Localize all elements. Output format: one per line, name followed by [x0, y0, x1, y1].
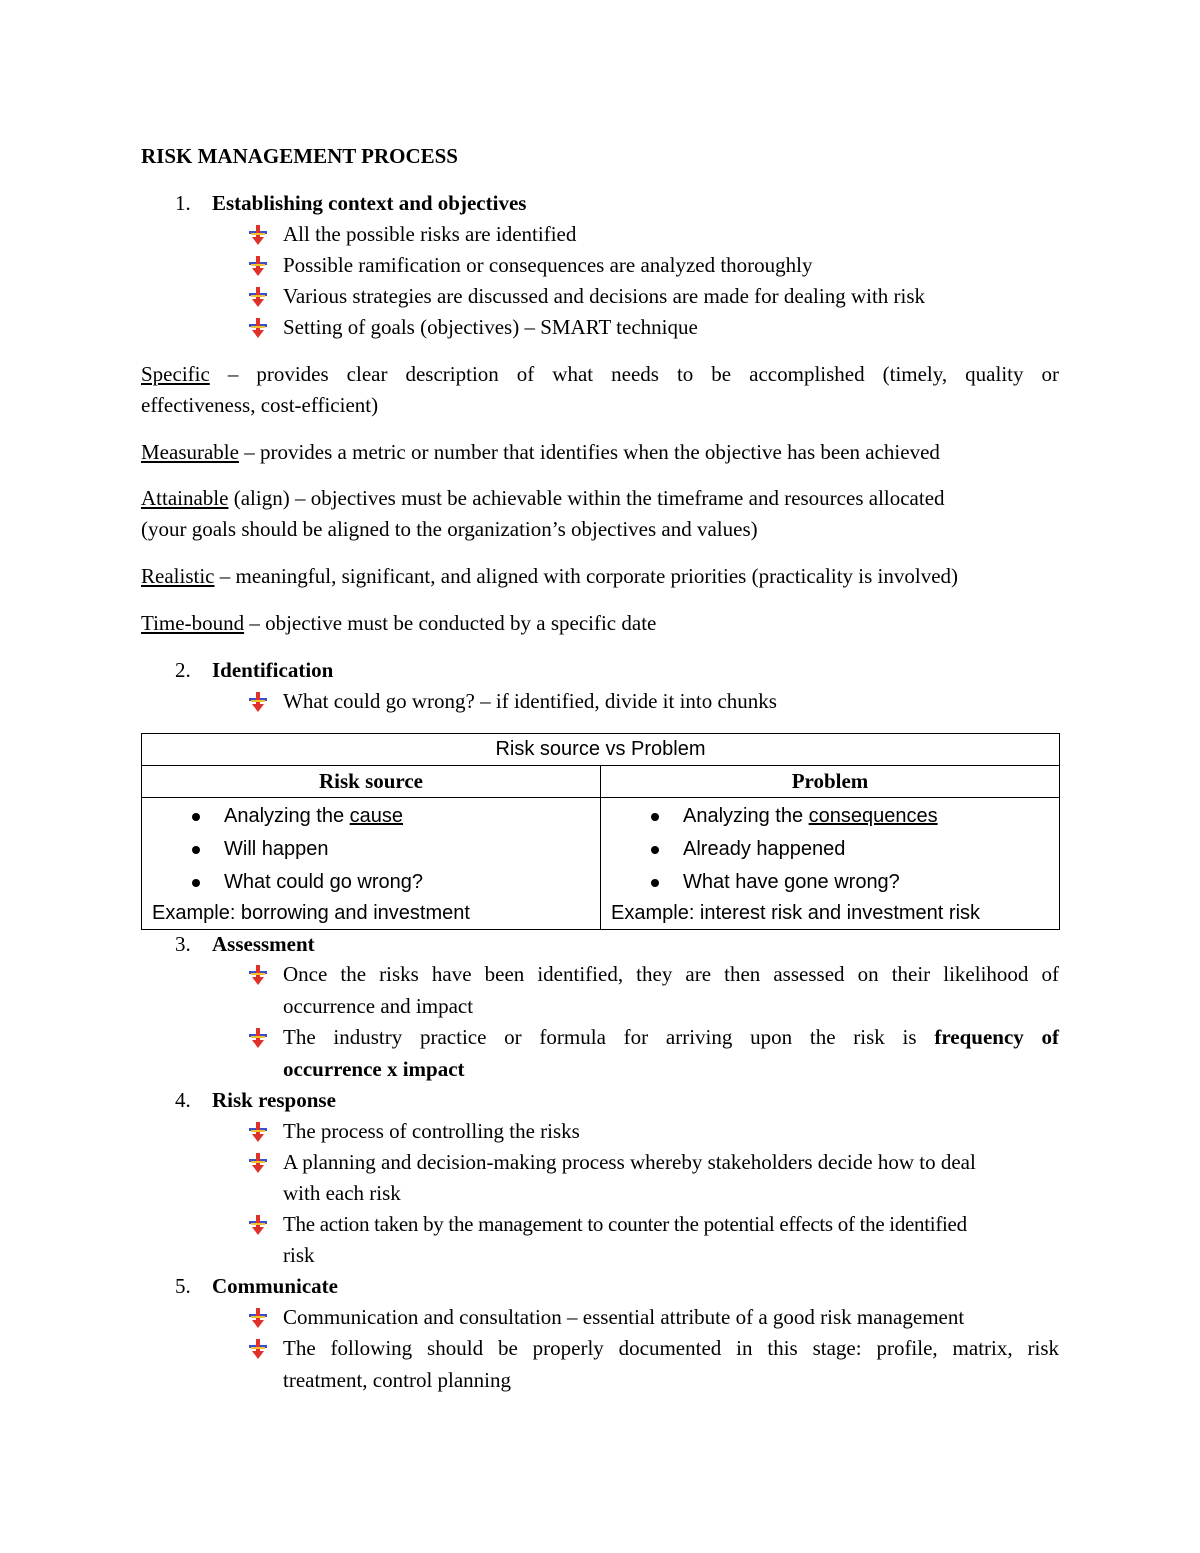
section-1-bullet-1: All the possible risks are identified	[283, 222, 577, 246]
section-5-heading: Communicate	[212, 1274, 338, 1298]
bullet-dot-icon	[192, 813, 200, 821]
list-item	[142, 833, 600, 866]
down-arrow-bullet-icon	[248, 963, 268, 987]
smart-specific-term: Specific	[141, 362, 210, 386]
down-arrow-bullet-icon	[248, 1026, 268, 1050]
section-3-heading: Assessment	[212, 932, 315, 956]
smart-realistic-term: Realistic	[141, 564, 215, 588]
down-arrow-bullet-icon	[248, 1120, 268, 1144]
bullet-dot-icon	[651, 879, 659, 887]
section-1-heading: Establishing context and objectives	[212, 191, 527, 215]
down-arrow-bullet-icon	[248, 254, 268, 278]
down-arrow-bullet-icon	[248, 1337, 268, 1361]
smart-attainable-definition: (align) – objectives must be achievable within the timeframe and resources allocated	[233, 486, 945, 510]
smart-measurable-term: Measurable	[141, 440, 239, 464]
bullet-dot-icon	[192, 879, 200, 887]
section-3-number: 3.	[175, 932, 191, 956]
down-arrow-bullet-icon	[248, 1151, 268, 1175]
down-arrow-bullet-icon	[248, 1213, 268, 1237]
smart-specific-line-1	[141, 361, 1059, 387]
section-4-heading: Risk response	[212, 1088, 336, 1112]
table-header-risk-source: Risk source	[142, 766, 601, 798]
section-4-bullet-3-cont: risk	[283, 1243, 315, 1267]
table-header-problem: Problem	[601, 766, 1060, 798]
risk-source-vs-problem-table	[141, 733, 1060, 930]
section-2-bullet-1: What could go wrong? – if identified, divide it into chunks	[283, 689, 777, 713]
section-5-bullet-2: The following should be properly documented in this stage: profile, matrix, risk	[283, 1336, 1059, 1360]
section-5-bullet-1: Communication and consultation – essential attribute of a good risk management	[283, 1305, 965, 1329]
section-5-bullet-2-cont: treatment, control planning	[283, 1368, 512, 1392]
list-item	[142, 866, 600, 899]
section-2-number: 2.	[175, 658, 191, 682]
list-item	[601, 800, 1059, 833]
down-arrow-bullet-icon	[248, 223, 268, 247]
page-title: RISK MANAGEMENT PROCESS	[141, 144, 458, 168]
section-4-number: 4.	[175, 1088, 191, 1112]
smart-realistic-definition: – meaningful, significant, and aligned with corporate priorities (practicality is involved)	[219, 564, 959, 588]
section-1-bullet-3: Various strategies are discussed and decisions are made for dealing with risk	[283, 284, 926, 308]
smart-realistic	[141, 563, 958, 589]
down-arrow-bullet-icon	[248, 285, 268, 309]
section-1-number: 1.	[175, 191, 191, 215]
section-4-bullet-2-cont: with each risk	[283, 1181, 401, 1205]
table-title: Risk source vs Problem	[142, 734, 1060, 766]
list-item	[142, 800, 600, 833]
down-arrow-bullet-icon	[248, 1306, 268, 1330]
smart-timebound-definition: – objective must be conducted by a specific date	[249, 611, 657, 635]
smart-specific-definition: – provides clear description of what needs to be accomplished (timely, quality or	[227, 362, 1059, 386]
section-4-bullet-2: A planning and decision-making process whereby stakeholders decide how to deal	[283, 1150, 976, 1174]
section-4-bullet-1: The process of controlling the risks	[283, 1119, 580, 1143]
section-4-bullet-3: The action taken by the management to counter the potential effects of the identified	[283, 1212, 967, 1236]
smart-timebound	[141, 610, 656, 636]
list-item-underlined: cause	[349, 805, 404, 827]
section-1-bullet-2: Possible ramification or consequences are analyzed thoroughly	[283, 253, 813, 277]
smart-attainable	[141, 485, 945, 511]
table-example-problem: Example: interest risk and investment risk	[611, 902, 981, 924]
table-cell-risk-source	[142, 798, 601, 930]
section-2-heading: Identification	[212, 658, 334, 682]
list-item-text: Analyzing the	[683, 805, 809, 827]
section-3-bullet-2-text: The industry practice or formula for arriving upon the risk is	[283, 1025, 917, 1049]
section-3-bullet-1-cont: occurrence and impact	[283, 994, 474, 1018]
smart-measurable-definition: – provides a metric or number that identifies when the objective has been achieved	[244, 440, 940, 464]
smart-attainable-term: Attainable	[141, 486, 229, 510]
list-item-text: Analyzing the	[224, 805, 350, 827]
smart-attainable-line-2: (your goals should be aligned to the organization’s objectives and values)	[141, 517, 758, 541]
down-arrow-bullet-icon	[248, 690, 268, 714]
section-1-bullet-4: Setting of goals (objectives) – SMART technique	[283, 315, 698, 339]
section-3-bullet-1: Once the risks have been identified, they are then assessed on their likelihood of	[283, 962, 1059, 986]
down-arrow-bullet-icon	[248, 316, 268, 340]
list-item-text: What have gone wrong?	[683, 871, 900, 893]
list-item	[601, 833, 1059, 866]
section-5-number: 5.	[175, 1274, 191, 1298]
list-item-text: What could go wrong?	[224, 871, 424, 893]
bullet-dot-icon	[192, 846, 200, 854]
table-example-risk-source: Example: borrowing and investment	[152, 902, 470, 924]
list-item-text: Will happen	[224, 838, 329, 860]
section-3-bullet-2-bold: frequency of	[934, 1025, 1060, 1049]
bullet-dot-icon	[651, 813, 659, 821]
smart-specific-line-2: effectiveness, cost-efficient)	[141, 393, 379, 417]
list-item-text: Already happened	[683, 838, 846, 860]
list-item	[601, 866, 1059, 899]
smart-timebound-term: Time-bound	[141, 611, 245, 635]
section-3-bullet-2	[283, 1024, 1059, 1050]
smart-measurable	[141, 439, 940, 465]
list-item-underlined: consequences	[808, 805, 938, 827]
section-3-bullet-2-cont: occurrence x impact	[283, 1057, 465, 1081]
table-cell-problem	[601, 798, 1060, 930]
bullet-dot-icon	[651, 846, 659, 854]
